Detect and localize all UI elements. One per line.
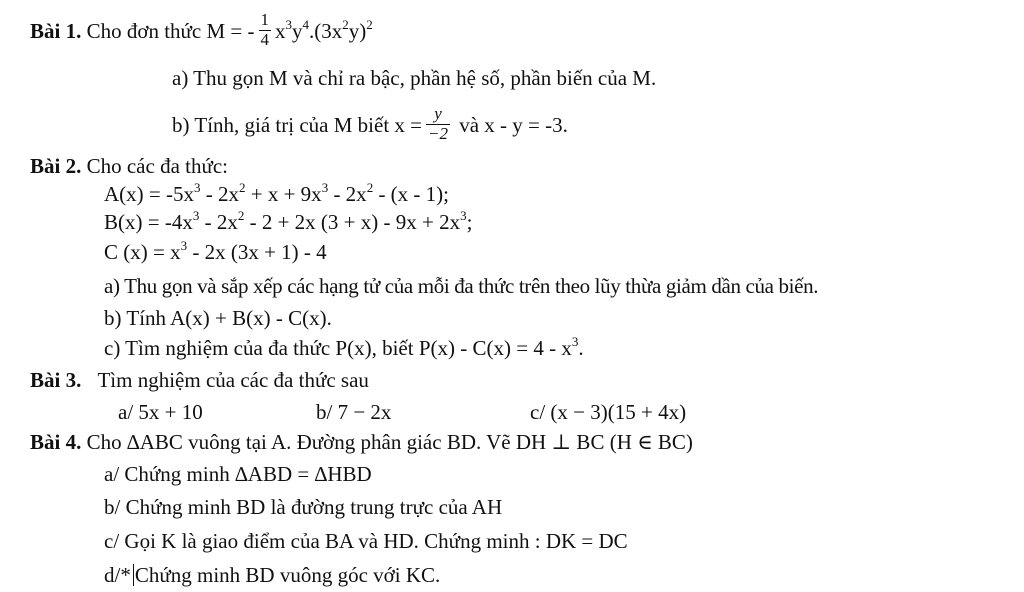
poly-a: $A(x) = -5x^3 - 2x^2 + x + 9x^3 - 2x^2 - (x - 1)$; [104,180,449,206]
bai3-line [30,370,369,391]
m-lhs: M = - [206,19,255,43]
frac-num: y [426,105,450,125]
fraction-y-over-minus2 [426,105,450,143]
bai3-label: Bài 3. [30,368,82,392]
bai3-b: b/ 7 − 2x [316,400,392,424]
exponent: 2 [342,17,349,32]
bai1-intro: Cho đơn thức [86,19,202,43]
exponent: 3 [285,17,293,32]
bai2-b: b) Tính A(x) + B(x) - C(x). [104,306,332,330]
bai4-d-post: Chứng minh BD vuông góc với KC. [134,563,441,587]
bai2-c: c) Tìm nghiệm của đa thức P(x), biết $P(x) - C(x) = 4 - x^3$. [104,334,584,360]
frac-num: 1 [260,10,270,29]
bai1-b-pre: b) Tính, giá trị của M biết x = [172,113,422,137]
bai4-label: Bài 4. [30,430,82,454]
m-part: y) [348,19,367,43]
bai1-label: Bài 1. [30,19,82,43]
bai2-label: Bài 2. [30,154,82,178]
bai4-c: c/ Gọi K là giao điểm của BA và HD. Chứng minh : DK = DC [104,529,628,553]
poly-c: C $(x) = x^3 - 2x$ (3x + 1) - 4 [104,238,327,264]
bai3-c: c/ (x − 3)(15 + 4x) [530,400,687,424]
fraction-one-quarter [259,11,272,49]
bai2-intro: Cho các đa thức: [86,154,229,178]
poly-b: $B(x) = -4x^3 - 2x^2 - 2 + 2x$ $(3 + x) - 9x + 2x^3$; [104,208,473,234]
bai4-intro: Cho ∆ABC vuông tại A. Đường phân giác BD. Vẽ DH ⊥ BC (H ∈ BC) [86,430,693,454]
frac-den: 4 [260,29,270,49]
text-cursor [133,564,134,586]
bai1-b [172,104,568,146]
bai4-d-pre: d/* [104,563,131,587]
bai1-line [30,10,373,52]
exponent: 4 [302,17,310,32]
bai3-intro: Tìm nghiệm của các đa thức sau [97,368,369,392]
bai1-a: a) Thu gọn M và chỉ ra bậc, phần hệ số, phần biến của M. [172,66,657,90]
m-part: x [275,19,286,43]
bai2-a: a) Thu gọn và sắp xếp các hạng tử của mỗi đa thức trên theo lũy thừa giảm dần của biến. [104,274,819,298]
bai3-a: a/ 5x + 10 [118,400,203,424]
bai4-b: b/ Chứng minh BD là đường trung trực của AH [104,495,503,519]
frac-den: −2 [428,123,448,143]
m-part: .(3x [309,19,343,43]
bai4-line [30,432,693,453]
bai1-b-post: và x - y = -3. [459,113,568,137]
bai2-line [30,156,228,177]
exponent: 2 [366,17,373,32]
monomial-m [206,10,373,49]
m-part: y [292,19,303,43]
bai4-d [104,564,440,586]
bai4-a: a/ Chứng minh ∆ABD = ∆HBD [104,462,372,486]
